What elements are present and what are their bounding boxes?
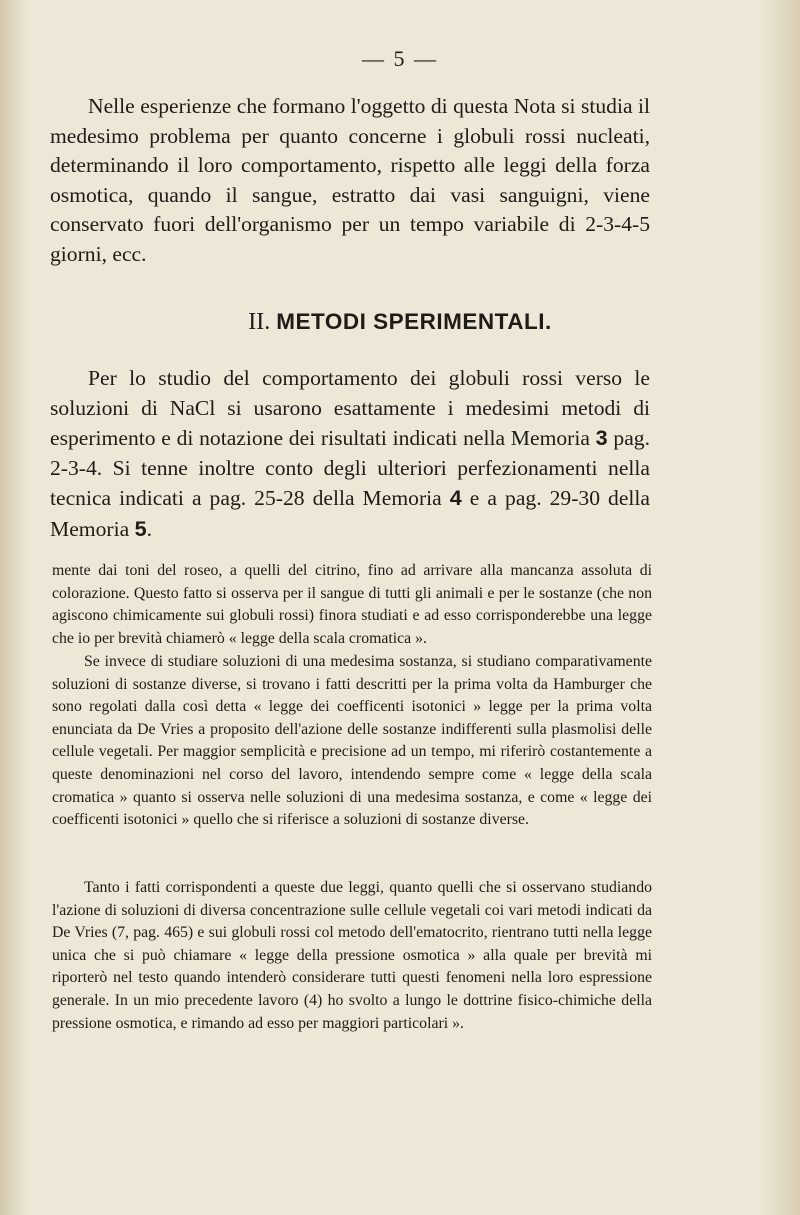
section-heading bbox=[0, 309, 800, 336]
footnote-paragraph-3: Tanto i fatti corrispondenti a queste due leggi, quanto quelli che si osservano studiando l'azione di soluzioni di diversa concentrazione sulle cellule vegetali coi vari metodi indicati da De Vries (7, pag. 465) e sui globuli rossi col metodo dell'ematocrito, rientrano tutti nella legge unica che si può chiamare « legge della pressione osmotica » alla quale per brevità mi riporterò nel testo quando intenderò considerare tutti questi fenomeni nella loro espressione generale. In un mio precedente lavoro (4) ho svolto a lungo le dottrine fisico-chimiche della pressione osmotica, e rimando ad esso per maggiori particolari ». bbox=[52, 879, 652, 1032]
methods-text-1: Per lo studio del comportamento dei globuli rossi verso le soluzioni di NaCl si usarono esattamente i medesimi metodi di esperimento e di notazione dei risultati indicati nella Memoria bbox=[50, 366, 650, 450]
methods-text-4: . bbox=[146, 516, 152, 541]
footnote-paragraph-1: mente dai toni del roseo, a quelli del citrino, fino ad arrivare alla mancanza assoluta di colorazione. Questo fatto si osserva per il sangue di tutti gli animali e per le sostanze (che non agiscono chimicamente sui globuli rossi) finora studiati e ad esso corrisponderebbe una legge che io per brevità chiamerò « legge della scala cromatica ». bbox=[52, 562, 652, 647]
page-number: — 5 — bbox=[362, 46, 438, 71]
methods-text-2: pag. 2-3-4. Si tenne inoltre conto degli ulteriori perfezionamenti nella tecnica indicati a pag. 25-28 della Memoria bbox=[50, 426, 650, 510]
section-title: METODI SPERIMENTALI. bbox=[276, 309, 552, 334]
footnote-paragraph-2: Se invece di studiare soluzioni di una medesima sostanza, si studiano comparativamente soluzioni di sostanze diverse, si trovano i fatti descritti per la prima volta da Hamburger che sono regolati dalla così detta « legge dei coefficenti isotonici » legge per la prima volta enunciata da De Vries a proposito dell'azione delle sostanze indifferenti sulla plasmolisi delle cellule vegetali. Per maggior semplicità e precisione ad un tempo, mi riferirò costantemente a queste denominazioni nel corso del lavoro, intendendo sempre come « legge della scala cromatica » quanto si osserva nelle soluzioni di una medesima sostanza, e come « legge dei coefficenti isotonici » quello che si riferisce a soluzioni di sostanze diverse. bbox=[52, 653, 652, 829]
section-number: II. bbox=[248, 309, 271, 335]
intro-paragraph: Nelle esperienze che formano l'oggetto di questa Nota si studia il medesimo problema per quanto concerne i globuli rossi nucleati, determinando il loro comportamento, rispetto alle leggi della forza osmotica, quando il sangue, estratto dai vasi sanguigni, viene conservato fuori dell'organismo per un tempo variabile di 2-3-4-5 giorni, ecc. bbox=[50, 94, 650, 266]
methods-paragraph bbox=[50, 364, 650, 544]
memoria-ref-5: 5 bbox=[134, 515, 147, 541]
memoria-ref-4: 4 bbox=[449, 485, 462, 510]
methods-text-3: e a pag. 29-30 della Memoria bbox=[50, 486, 650, 541]
memoria-ref-3: 3 bbox=[595, 425, 608, 450]
